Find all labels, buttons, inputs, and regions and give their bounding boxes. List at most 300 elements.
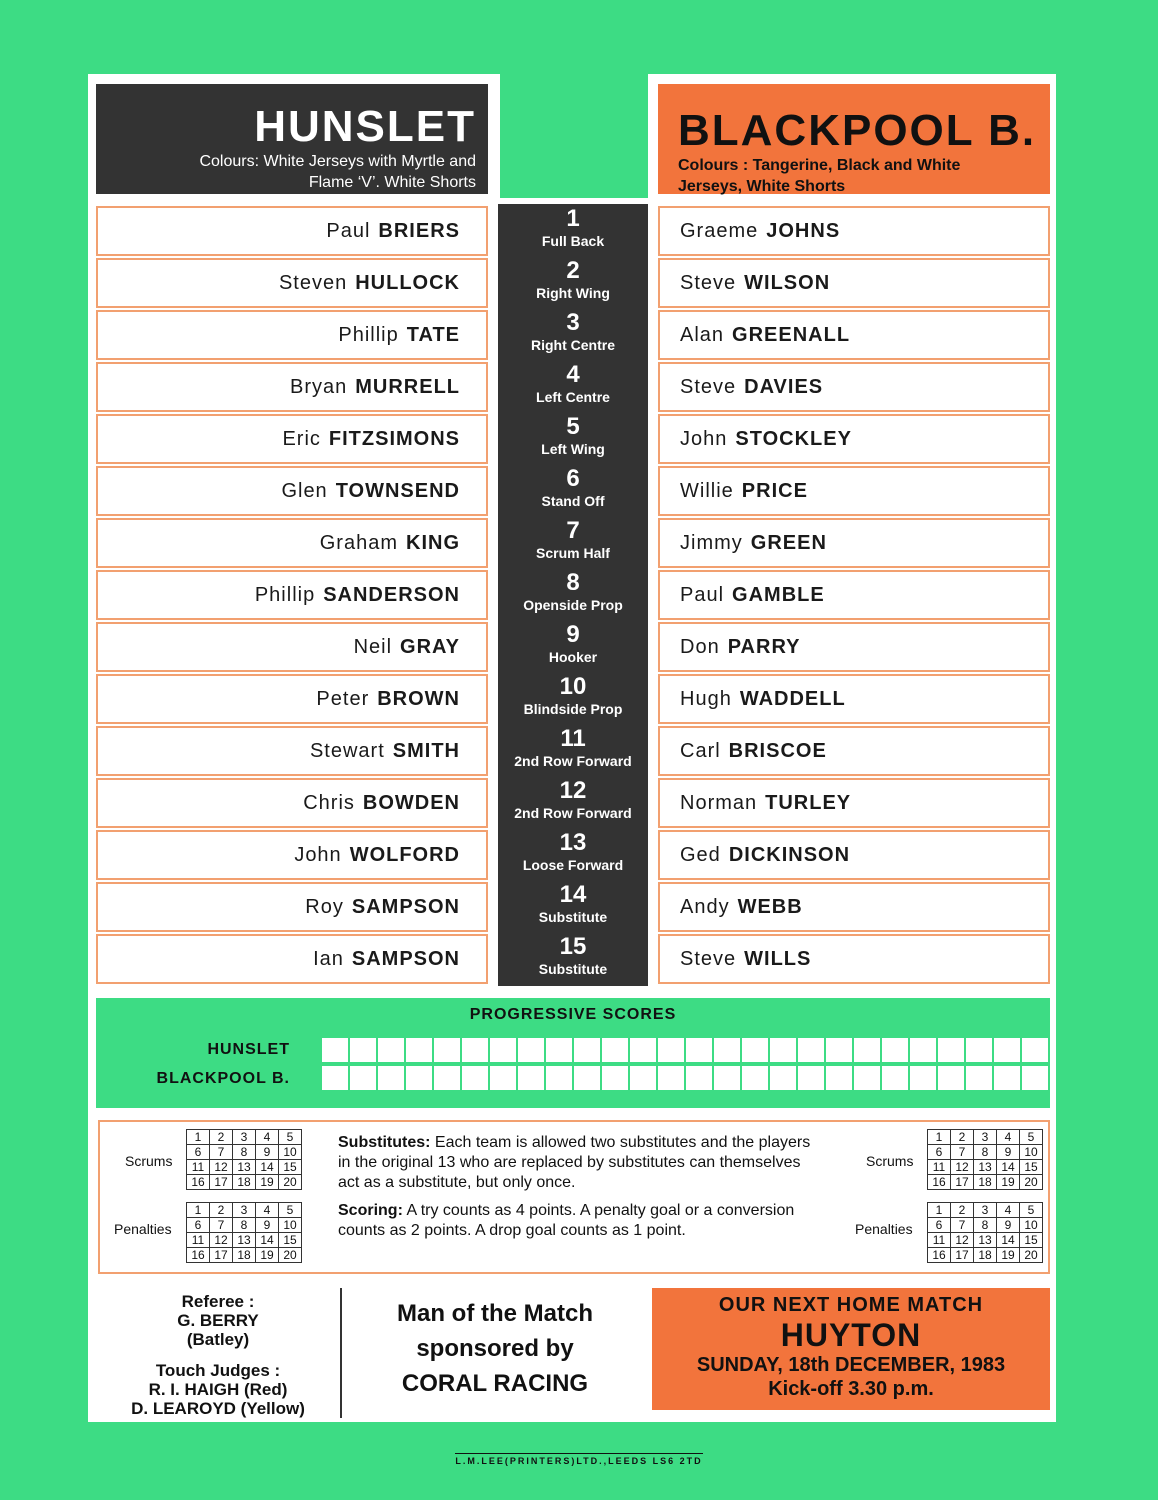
rules-text bbox=[338, 1133, 814, 1249]
away-player-first-name: Alan bbox=[680, 324, 725, 346]
away-player-first-name: Willie bbox=[680, 480, 734, 502]
referee-club: (Batley) bbox=[186, 1330, 250, 1349]
next-match-date: SUNDAY, 18th DECEMBER, 1983 bbox=[696, 1354, 1006, 1376]
home-player-first-name: Phillip bbox=[338, 324, 399, 346]
tally-cell: 15 bbox=[1020, 1160, 1043, 1175]
score-box bbox=[574, 1066, 600, 1090]
tally-cell: 7 bbox=[210, 1145, 233, 1160]
away-player-first-name: Norman bbox=[680, 792, 758, 814]
score-box bbox=[350, 1066, 376, 1090]
away-player-first-name: Ged bbox=[680, 844, 721, 866]
score-box bbox=[770, 1066, 796, 1090]
tally-cell: 19 bbox=[256, 1248, 279, 1263]
position-label bbox=[498, 778, 648, 830]
away-player-surname: STOCKLEY bbox=[735, 428, 852, 450]
tally-cell: 8 bbox=[974, 1145, 997, 1160]
away-player-surname: WADDELL bbox=[739, 688, 846, 710]
score-box bbox=[714, 1066, 740, 1090]
away-player-row bbox=[658, 622, 1050, 672]
tally-cell: 19 bbox=[256, 1175, 279, 1190]
tally-cell: 13 bbox=[974, 1233, 997, 1248]
tally-cell: 3 bbox=[974, 1203, 997, 1218]
tally-cell: 12 bbox=[210, 1233, 233, 1248]
home-player-row bbox=[96, 726, 488, 776]
score-box bbox=[994, 1066, 1020, 1090]
away-player-row bbox=[658, 206, 1050, 256]
tally-cell: 18 bbox=[233, 1175, 256, 1190]
score-box bbox=[546, 1038, 572, 1062]
home-player-row bbox=[96, 830, 488, 880]
home-team-name: HUNSLET bbox=[254, 102, 476, 151]
position-number: 9 bbox=[566, 621, 580, 648]
home-player-row bbox=[96, 310, 488, 360]
tally-cell: 18 bbox=[974, 1175, 997, 1190]
next-match-heading: OUR NEXT HOME MATCH bbox=[718, 1294, 984, 1316]
tally-cell: 13 bbox=[233, 1160, 256, 1175]
next-match-kickoff: Kick-off 3.30 p.m. bbox=[768, 1378, 934, 1400]
away-player-surname: GREEN bbox=[750, 532, 827, 554]
score-box bbox=[518, 1038, 544, 1062]
tally-cell: 14 bbox=[256, 1233, 279, 1248]
score-box bbox=[658, 1066, 684, 1090]
score-box bbox=[798, 1038, 824, 1062]
home-player-surname: MURRELL bbox=[355, 376, 460, 398]
home-player-row bbox=[96, 882, 488, 932]
home-player-surname: SAMPSON bbox=[351, 948, 460, 970]
position-number: 8 bbox=[566, 569, 580, 596]
tally-cell: 9 bbox=[256, 1145, 279, 1160]
home-player-row bbox=[96, 206, 488, 256]
position-number: 13 bbox=[559, 829, 587, 856]
score-box bbox=[854, 1066, 880, 1090]
position-name: Stand Off bbox=[541, 493, 605, 509]
away-player-row bbox=[658, 726, 1050, 776]
away-team-name: BLACKPOOL B. bbox=[678, 106, 1037, 155]
tally-cell: 17 bbox=[210, 1175, 233, 1190]
score-box bbox=[378, 1066, 404, 1090]
away-player-row bbox=[658, 570, 1050, 620]
home-player-first-name: Glen bbox=[281, 480, 328, 502]
position-number: 7 bbox=[566, 517, 580, 544]
tally-cell: 16 bbox=[928, 1175, 951, 1190]
home-player-row bbox=[96, 466, 488, 516]
home-player-surname: SMITH bbox=[392, 740, 460, 762]
score-box bbox=[546, 1066, 572, 1090]
tally-cell: 8 bbox=[233, 1218, 256, 1233]
next-home-match bbox=[652, 1288, 1050, 1410]
position-name: Left Centre bbox=[536, 389, 610, 405]
away-scrums-tally bbox=[927, 1129, 1043, 1190]
away-player-first-name: Steve bbox=[680, 376, 737, 398]
home-player-surname: HULLOCK bbox=[355, 272, 460, 294]
away-player-row bbox=[658, 830, 1050, 880]
scoring-text: A try counts as 4 points. A penalty goal or a conversion counts as 2 points. A drop goal counts as 1 point. bbox=[338, 1202, 795, 1239]
progressive-scores-title: PROGRESSIVE SCORES bbox=[469, 1006, 677, 1023]
position-name: Substitute bbox=[538, 961, 608, 977]
tally-cell: 12 bbox=[210, 1160, 233, 1175]
score-box bbox=[322, 1066, 348, 1090]
substitutes-rule bbox=[338, 1133, 814, 1193]
score-box bbox=[518, 1066, 544, 1090]
score-box bbox=[462, 1038, 488, 1062]
away-player-first-name: Paul bbox=[680, 584, 725, 606]
position-name: Blindside Prop bbox=[523, 701, 623, 717]
position-name: Scrum Half bbox=[536, 545, 610, 561]
printer-imprint bbox=[0, 1456, 1158, 1466]
away-player-first-name: Hugh bbox=[680, 688, 732, 710]
home-player-surname: SANDERSON bbox=[323, 584, 460, 606]
printer-text: L.M.LEE(PRINTERS)LTD.,LEEDS LS6 2TD bbox=[455, 1453, 702, 1466]
position-label bbox=[498, 830, 648, 882]
home-player-surname: BOWDEN bbox=[362, 792, 460, 814]
away-player-row bbox=[658, 362, 1050, 412]
away-player-surname: GAMBLE bbox=[732, 584, 825, 606]
motm-sponsor: CORAL RACING bbox=[401, 1370, 589, 1397]
home-player-first-name: Steven bbox=[278, 272, 348, 294]
tally-cell: 12 bbox=[951, 1160, 974, 1175]
home-player-surname: TOWNSEND bbox=[335, 480, 460, 502]
score-box bbox=[350, 1038, 376, 1062]
position-number: 14 bbox=[559, 881, 587, 908]
tally-cell: 10 bbox=[1020, 1218, 1043, 1233]
position-label bbox=[498, 934, 648, 986]
away-player-first-name: Carl bbox=[680, 740, 721, 762]
away-scrums-label: Scrums bbox=[866, 1153, 914, 1169]
tally-cell: 18 bbox=[974, 1248, 997, 1263]
score-box bbox=[854, 1038, 880, 1062]
position-number: 3 bbox=[566, 309, 580, 336]
tally-cell: 20 bbox=[1020, 1175, 1043, 1190]
substitutes-text: Each team is allowed two substitutes and the players in the original 13 who are replaced by substitutes can themselves act as a substitute, but only once. bbox=[338, 1134, 811, 1191]
home-player-surname: WOLFORD bbox=[349, 844, 460, 866]
away-penalties-label: Penalties bbox=[855, 1221, 913, 1237]
tally-cell: 1 bbox=[187, 1130, 210, 1145]
away-player-surname: DAVIES bbox=[744, 376, 824, 398]
home-colours-line-2: Flame ‘V’. White Shorts bbox=[308, 174, 476, 191]
away-player-surname: WEBB bbox=[737, 896, 803, 918]
home-player-first-name: Chris bbox=[303, 792, 355, 814]
tally-cell: 2 bbox=[951, 1130, 974, 1145]
tally-cell: 6 bbox=[187, 1218, 210, 1233]
tally-cell: 15 bbox=[279, 1160, 302, 1175]
tally-cell: 5 bbox=[279, 1203, 302, 1218]
score-box bbox=[658, 1038, 684, 1062]
score-box bbox=[938, 1038, 964, 1062]
tally-cell: 5 bbox=[1020, 1203, 1043, 1218]
home-player-row bbox=[96, 414, 488, 464]
scoring-heading: Scoring: bbox=[338, 1202, 403, 1219]
home-player-row bbox=[96, 934, 488, 984]
tally-cell: 17 bbox=[951, 1175, 974, 1190]
home-colours-line-1: Colours: White Jerseys with Myrtle and bbox=[199, 153, 476, 170]
score-box bbox=[686, 1066, 712, 1090]
tally-cell: 9 bbox=[997, 1218, 1020, 1233]
position-name: Openside Prop bbox=[523, 597, 623, 613]
tally-cell: 20 bbox=[279, 1248, 302, 1263]
tally-cell: 13 bbox=[233, 1233, 256, 1248]
header-gap bbox=[500, 74, 648, 198]
away-penalties-tally bbox=[927, 1202, 1043, 1263]
score-box bbox=[966, 1066, 992, 1090]
touch-judge-2: D. LEAROYD (Yellow) bbox=[131, 1399, 305, 1418]
tally-cell: 1 bbox=[928, 1203, 951, 1218]
score-box bbox=[798, 1066, 824, 1090]
tally-cell: 8 bbox=[974, 1218, 997, 1233]
tally-cell: 17 bbox=[951, 1248, 974, 1263]
tally-cell: 7 bbox=[210, 1218, 233, 1233]
position-number: 6 bbox=[566, 465, 580, 492]
home-scrums-tally bbox=[186, 1129, 302, 1190]
score-box bbox=[490, 1066, 516, 1090]
position-label bbox=[498, 518, 648, 570]
score-box bbox=[322, 1038, 348, 1062]
home-scrums-label: Scrums bbox=[125, 1153, 173, 1169]
home-player-surname: TATE bbox=[406, 324, 460, 346]
tally-cell: 7 bbox=[951, 1145, 974, 1160]
score-box bbox=[574, 1038, 600, 1062]
tally-cell: 15 bbox=[279, 1233, 302, 1248]
tally-cell: 11 bbox=[928, 1233, 951, 1248]
away-player-row bbox=[658, 414, 1050, 464]
position-label bbox=[498, 674, 648, 726]
position-number: 11 bbox=[560, 725, 586, 752]
tally-cell: 20 bbox=[279, 1175, 302, 1190]
home-player-surname: FITZSIMONS bbox=[328, 428, 460, 450]
tally-cell: 1 bbox=[187, 1203, 210, 1218]
scoring-rule bbox=[338, 1201, 814, 1241]
tally-cell: 7 bbox=[951, 1218, 974, 1233]
score-box bbox=[882, 1066, 908, 1090]
away-player-first-name: Steve bbox=[680, 948, 737, 970]
man-of-the-match bbox=[344, 1296, 646, 1401]
tally-cell: 8 bbox=[233, 1145, 256, 1160]
progressive-away-label: BLACKPOOL B. bbox=[156, 1070, 290, 1087]
tally-cell: 10 bbox=[1020, 1145, 1043, 1160]
score-box bbox=[938, 1066, 964, 1090]
tally-cell: 11 bbox=[187, 1160, 210, 1175]
tally-cell: 16 bbox=[928, 1248, 951, 1263]
home-player-first-name: Stewart bbox=[309, 740, 385, 762]
tally-cell: 10 bbox=[279, 1145, 302, 1160]
position-name: Loose Forward bbox=[522, 857, 624, 873]
position-label bbox=[498, 258, 648, 310]
score-box bbox=[742, 1038, 768, 1062]
home-player-row bbox=[96, 778, 488, 828]
touch-judges-label: Touch Judges : bbox=[155, 1361, 281, 1380]
tally-cell: 6 bbox=[928, 1145, 951, 1160]
home-player-row bbox=[96, 622, 488, 672]
next-match-opponent: HUYTON bbox=[780, 1317, 922, 1353]
away-player-surname: PRICE bbox=[741, 480, 808, 502]
motm-line-2: sponsored by bbox=[416, 1335, 574, 1362]
tally-cell: 20 bbox=[1020, 1248, 1043, 1263]
home-player-first-name: Graham bbox=[319, 532, 398, 554]
position-number: 2 bbox=[566, 257, 580, 284]
position-number: 5 bbox=[566, 413, 580, 440]
tally-cell: 3 bbox=[233, 1130, 256, 1145]
home-player-surname: BROWN bbox=[377, 688, 460, 710]
away-player-first-name: Steve bbox=[680, 272, 737, 294]
away-player-row bbox=[658, 934, 1050, 984]
score-box bbox=[406, 1066, 432, 1090]
score-box bbox=[910, 1038, 936, 1062]
away-player-first-name: Jimmy bbox=[680, 532, 743, 554]
home-penalties-label: Penalties bbox=[114, 1221, 172, 1237]
tally-cell: 10 bbox=[279, 1218, 302, 1233]
home-player-surname: SAMPSON bbox=[351, 896, 460, 918]
away-player-surname: WILSON bbox=[744, 272, 831, 294]
score-box bbox=[686, 1038, 712, 1062]
tally-cell: 9 bbox=[256, 1218, 279, 1233]
position-name: 2nd Row Forward bbox=[514, 753, 632, 769]
motm-line-1: Man of the Match bbox=[397, 1300, 593, 1327]
score-box bbox=[602, 1038, 628, 1062]
home-penalties-tally bbox=[186, 1202, 302, 1263]
tally-cell: 5 bbox=[279, 1130, 302, 1145]
tally-cell: 3 bbox=[974, 1130, 997, 1145]
position-label bbox=[498, 362, 648, 414]
referee-name: G. BERRY bbox=[177, 1311, 259, 1330]
home-player-first-name: Ian bbox=[313, 948, 344, 970]
position-label bbox=[498, 622, 648, 674]
position-name: Substitute bbox=[538, 909, 608, 925]
score-box bbox=[714, 1038, 740, 1062]
away-player-row bbox=[658, 258, 1050, 308]
home-player-first-name: Phillip bbox=[254, 584, 316, 606]
tally-cell: 18 bbox=[233, 1248, 256, 1263]
away-player-row bbox=[658, 674, 1050, 724]
away-player-surname: GREENALL bbox=[732, 324, 851, 346]
away-colours-line-1: Colours : Tangerine, Black and White bbox=[678, 157, 961, 174]
tally-cell: 6 bbox=[928, 1218, 951, 1233]
position-label bbox=[498, 206, 648, 258]
progressive-home-grid bbox=[322, 1038, 1050, 1064]
position-label bbox=[498, 570, 648, 622]
score-box bbox=[434, 1038, 460, 1062]
position-label bbox=[498, 414, 648, 466]
tally-cell: 19 bbox=[997, 1248, 1020, 1263]
home-player-first-name: Bryan bbox=[289, 376, 348, 398]
home-player-row bbox=[96, 258, 488, 308]
tally-cell: 5 bbox=[1020, 1130, 1043, 1145]
position-name: Full Back bbox=[541, 233, 605, 249]
tally-cell: 19 bbox=[997, 1175, 1020, 1190]
tally-cell: 17 bbox=[210, 1248, 233, 1263]
home-player-row bbox=[96, 362, 488, 412]
away-team-header bbox=[658, 84, 1050, 194]
home-player-first-name: Neil bbox=[353, 636, 393, 658]
home-player-first-name: Eric bbox=[282, 428, 321, 450]
score-box bbox=[378, 1038, 404, 1062]
home-player-first-name: Paul bbox=[326, 220, 371, 242]
score-box bbox=[434, 1066, 460, 1090]
progressive-away-grid bbox=[322, 1066, 1050, 1092]
tally-cell: 3 bbox=[233, 1203, 256, 1218]
tally-cell: 14 bbox=[256, 1160, 279, 1175]
referee-label: Referee : bbox=[181, 1292, 255, 1311]
tally-cell: 16 bbox=[187, 1248, 210, 1263]
home-player-surname: GRAY bbox=[400, 636, 460, 658]
score-box bbox=[630, 1066, 656, 1090]
away-player-first-name: Don bbox=[680, 636, 720, 658]
score-box bbox=[490, 1038, 516, 1062]
touch-judge-1: R. I. HAIGH (Red) bbox=[148, 1380, 288, 1399]
score-box bbox=[742, 1066, 768, 1090]
score-box bbox=[602, 1066, 628, 1090]
score-box bbox=[1022, 1066, 1048, 1090]
tally-cell: 11 bbox=[187, 1233, 210, 1248]
home-player-row bbox=[96, 518, 488, 568]
away-player-surname: DICKINSON bbox=[728, 844, 851, 866]
away-player-first-name: John bbox=[680, 428, 728, 450]
score-box bbox=[882, 1038, 908, 1062]
away-colours-line-2: Jerseys, White Shorts bbox=[678, 178, 846, 195]
away-player-surname: WILLS bbox=[744, 948, 812, 970]
tally-cell: 11 bbox=[928, 1160, 951, 1175]
home-player-first-name: Roy bbox=[305, 896, 344, 918]
home-player-first-name: John bbox=[294, 844, 342, 866]
score-box bbox=[770, 1038, 796, 1062]
position-name: Hooker bbox=[548, 649, 598, 665]
score-box bbox=[826, 1066, 852, 1090]
position-name: Right Centre bbox=[531, 337, 615, 353]
away-player-row bbox=[658, 310, 1050, 360]
score-box bbox=[406, 1038, 432, 1062]
score-box bbox=[1022, 1038, 1048, 1062]
tally-cell: 2 bbox=[210, 1203, 233, 1218]
tally-cell: 15 bbox=[1020, 1233, 1043, 1248]
away-player-surname: BRISCOE bbox=[728, 740, 827, 762]
away-player-surname: PARRY bbox=[727, 636, 801, 658]
position-number: 1 bbox=[566, 205, 580, 232]
away-player-surname: TURLEY bbox=[765, 792, 852, 814]
home-player-row bbox=[96, 570, 488, 620]
away-player-row bbox=[658, 882, 1050, 932]
position-label bbox=[498, 726, 648, 778]
position-number: 12 bbox=[559, 777, 587, 804]
tally-cell: 4 bbox=[997, 1203, 1020, 1218]
tally-cell: 2 bbox=[951, 1203, 974, 1218]
tally-cell: 4 bbox=[997, 1130, 1020, 1145]
home-team-header bbox=[96, 84, 488, 194]
position-number: 15 bbox=[559, 933, 587, 960]
tally-cell: 6 bbox=[187, 1145, 210, 1160]
progressive-home-label: HUNSLET bbox=[207, 1041, 290, 1058]
home-player-row bbox=[96, 674, 488, 724]
score-box bbox=[630, 1038, 656, 1062]
tally-cell: 13 bbox=[974, 1160, 997, 1175]
home-player-surname: KING bbox=[406, 532, 460, 554]
position-name: Left Wing bbox=[541, 441, 605, 457]
away-player-row bbox=[658, 518, 1050, 568]
position-number: 4 bbox=[566, 361, 580, 388]
away-player-first-name: Andy bbox=[680, 896, 730, 918]
tally-cell: 12 bbox=[951, 1233, 974, 1248]
away-player-row bbox=[658, 778, 1050, 828]
tally-cell: 1 bbox=[928, 1130, 951, 1145]
away-player-surname: JOHNS bbox=[766, 220, 841, 242]
position-name: 2nd Row Forward bbox=[514, 805, 632, 821]
position-label bbox=[498, 466, 648, 518]
tally-cell: 9 bbox=[997, 1145, 1020, 1160]
tally-cell: 2 bbox=[210, 1130, 233, 1145]
score-box bbox=[462, 1066, 488, 1090]
position-name: Right Wing bbox=[536, 285, 610, 301]
score-box bbox=[826, 1038, 852, 1062]
tally-cell: 14 bbox=[997, 1233, 1020, 1248]
position-number: 10 bbox=[559, 673, 587, 700]
score-box bbox=[994, 1038, 1020, 1062]
